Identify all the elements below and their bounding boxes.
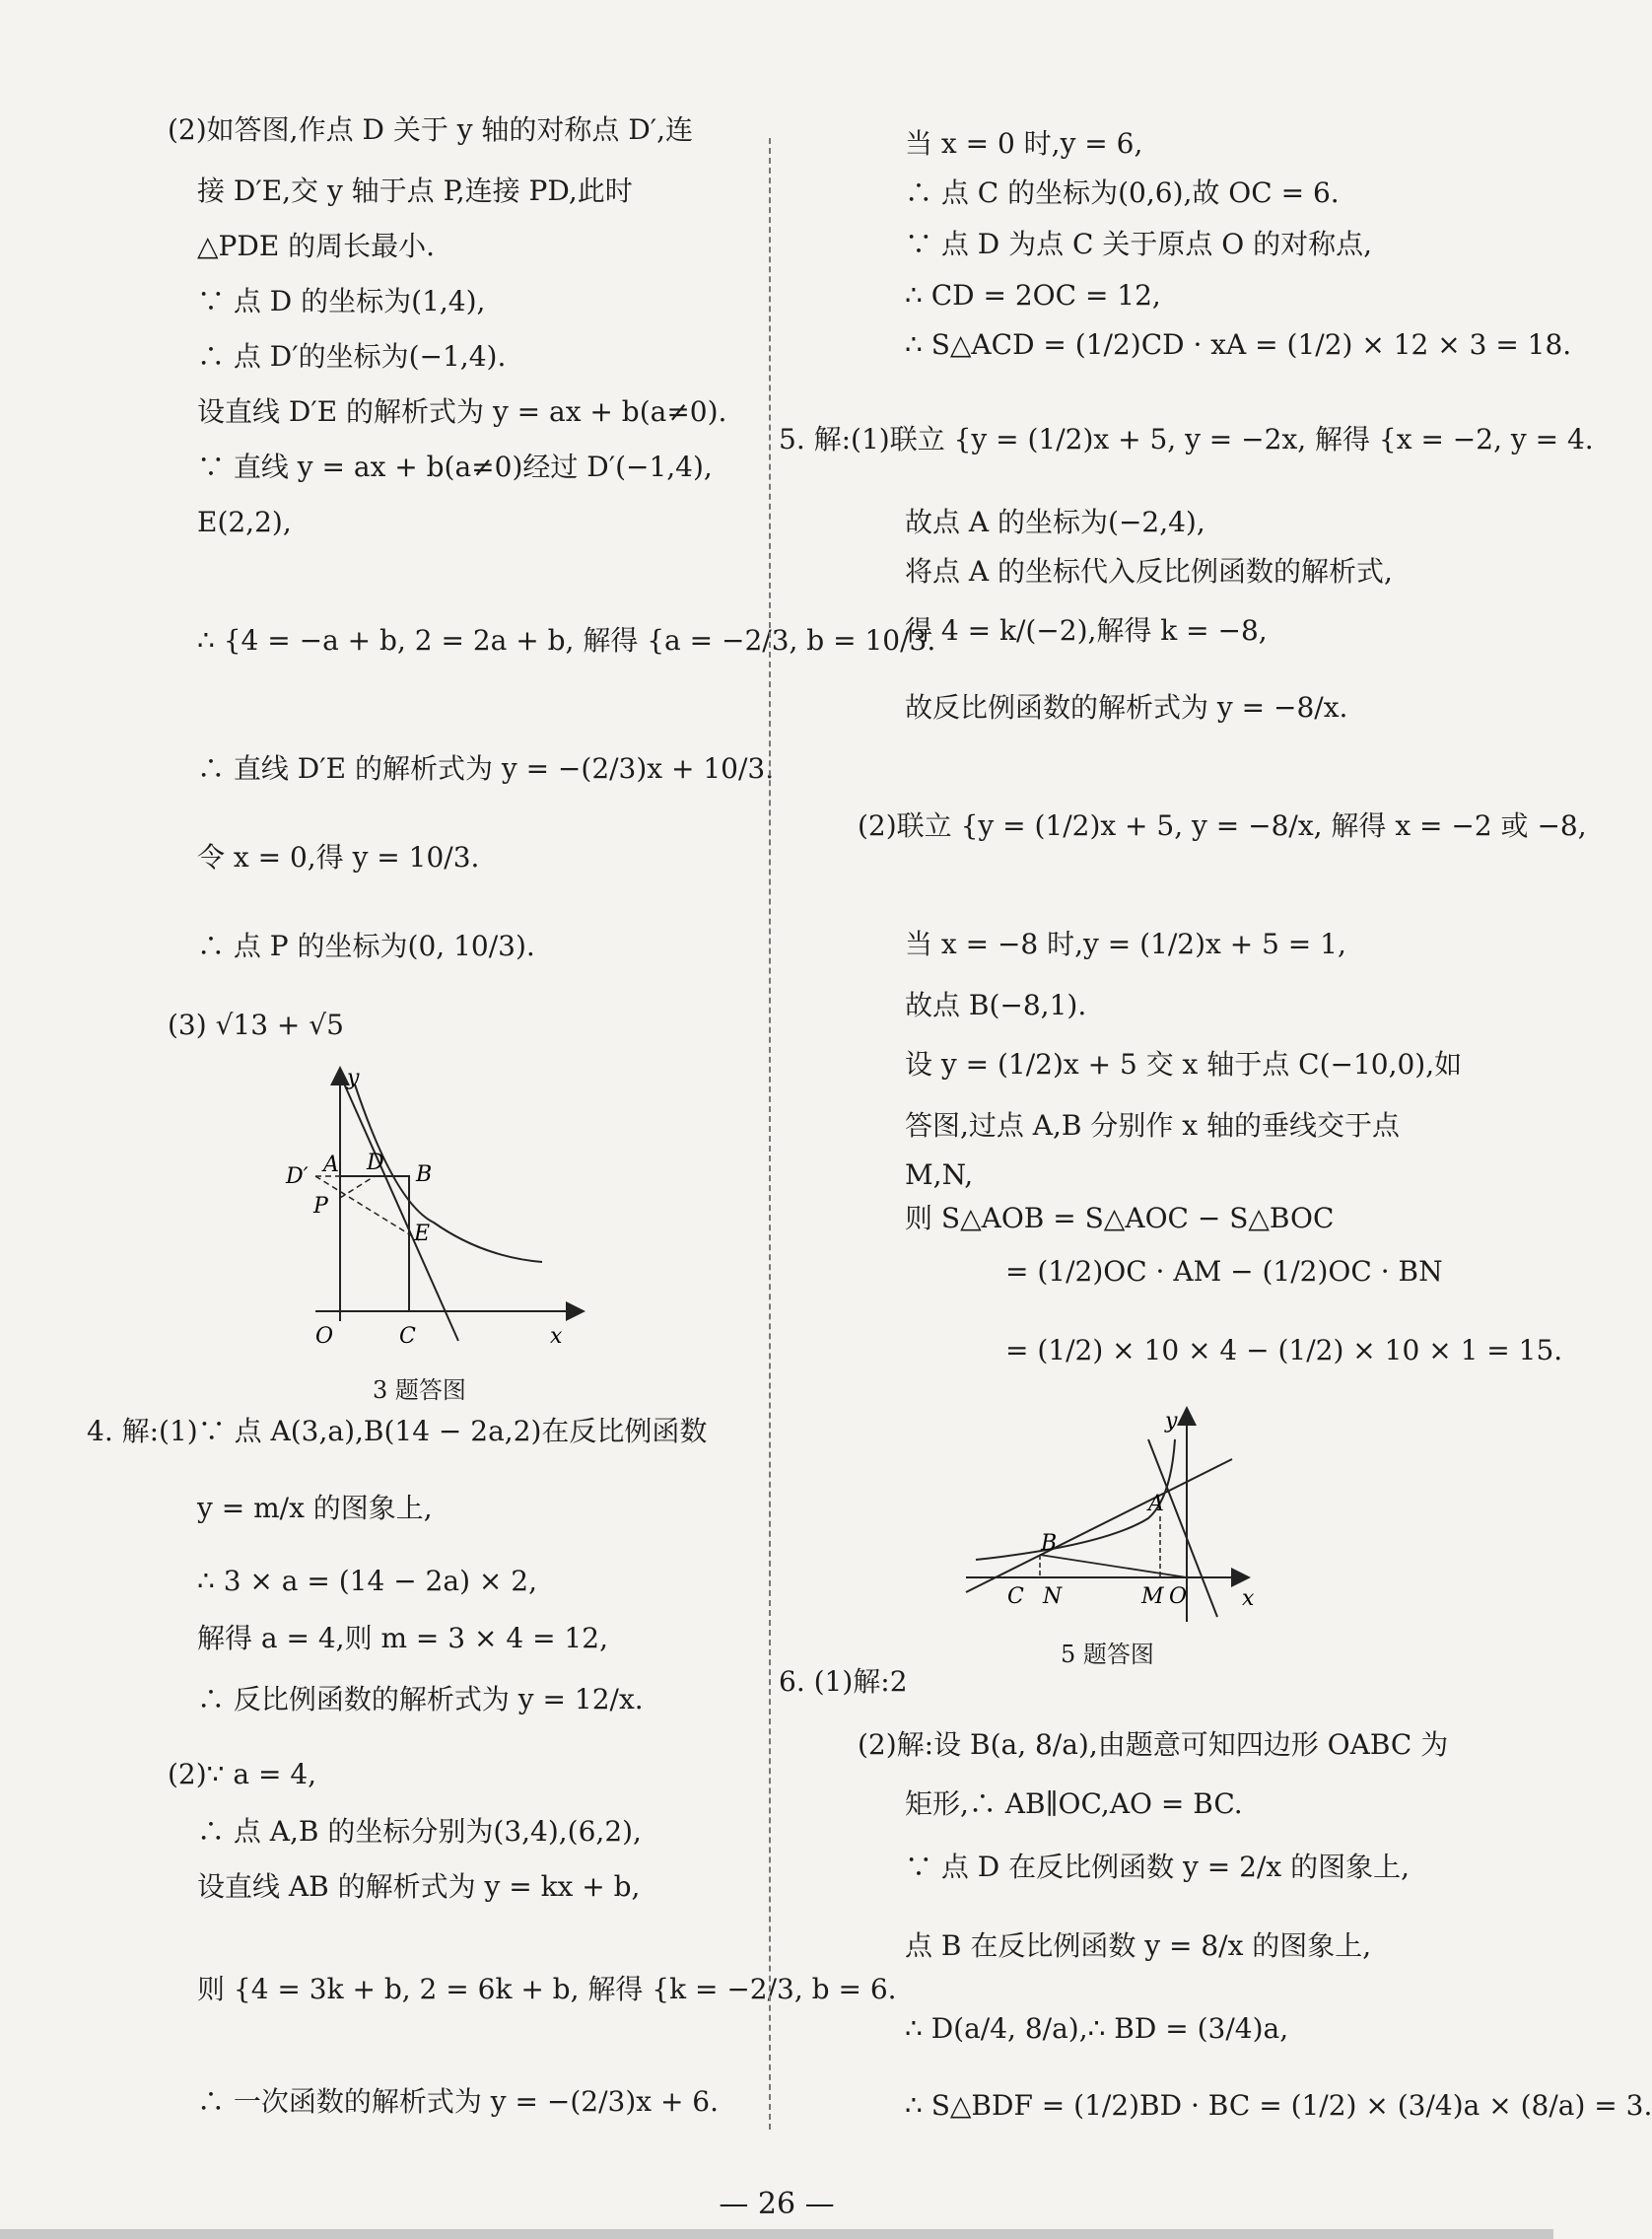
right-column-line: ∴ D(a/4, 8/a),∴ BD = (3/4)a, (905, 2012, 1289, 2045)
fig5-label-A: A (1148, 1492, 1164, 1516)
left-column-line: 则 {4 = 3k + b, 2 = 6k + b, 解得 {k = −2/3, b = 6. (197, 1973, 897, 2005)
right-column-line: = (1/2)OC · AM − (1/2)OC · BN (1005, 1255, 1443, 1288)
right-column-line: 则 S△AOB = S△AOC − S△BOC (905, 1202, 1335, 1234)
left-column-line: (3) √13 + √5 (168, 1009, 344, 1041)
fig5-label-C: C (1007, 1584, 1024, 1609)
right-column-line: ∵ 点 D 在反比例函数 y = 2/x 的图象上, (905, 1851, 1410, 1883)
right-column-line: 5. 解:(1)联立 {y = (1/2)x + 5, y = −2x, 解得 {x = −2, y = 4. (779, 423, 1594, 455)
right-column-line: ∴ CD = 2OC = 12, (905, 279, 1161, 312)
left-column-line: ∴ 点 P 的坐标为(0, 10/3). (197, 930, 535, 962)
fig3-label-E: E (414, 1222, 431, 1246)
left-column-line: 令 x = 0,得 y = 10/3. (197, 841, 480, 874)
right-column-line: 故点 B(−8,1). (905, 989, 1087, 1021)
right-column-line: ∴ S△BDF = (1/2)BD · BC = (1/2) × (3/4)a × (8/a) = 3. (905, 2089, 1652, 2122)
right-column-line: = (1/2) × 10 × 4 − (1/2) × 10 × 1 = 15. (1005, 1334, 1563, 1366)
left-column-line: ∴ 反比例函数的解析式为 y = 12/x. (197, 1683, 644, 1715)
right-column-line: 故反比例函数的解析式为 y = −8/x. (905, 691, 1348, 724)
right-column-line: 点 B 在反比例函数 y = 8/x 的图象上, (905, 1929, 1372, 1962)
fig5-label-O: O (1169, 1584, 1188, 1609)
left-column-line: ∴ 点 A,B 的坐标分别为(3,4),(6,2), (197, 1815, 642, 1848)
fig3-rect (340, 1176, 409, 1311)
fig5-label-y: y (1165, 1409, 1178, 1434)
page-number: — 26 — (719, 2187, 835, 2221)
left-column-line: ∴ 直线 D′E 的解析式为 y = −(2/3)x + 10/3. (197, 752, 775, 785)
left-column-line: 设直线 AB 的解析式为 y = kx + b, (197, 1870, 641, 1903)
right-column-line: (2)联立 {y = (1/2)x + 5, y = −8/x, 解得 x = −2 或 −8, (858, 809, 1587, 842)
fig3-label-D: D (367, 1151, 384, 1175)
fig3-dashed-dpe (315, 1176, 419, 1240)
right-column-line: 得 4 = k/(−2),解得 k = −8, (905, 614, 1268, 647)
fig5-label-M: M (1141, 1584, 1164, 1609)
left-column-line: 解得 a = 4,则 m = 3 × 4 = 12, (197, 1622, 608, 1654)
fig3-label-P: P (313, 1194, 328, 1219)
left-column-line: ∴ 3 × a = (14 − 2a) × 2, (197, 1565, 537, 1597)
figure-3-graph (286, 1055, 601, 1351)
right-column-line: 将点 A 的坐标代入反比例函数的解析式, (905, 555, 1393, 588)
left-column-line: 4. 解:(1)∵ 点 A(3,a),B(14 − 2a,2)在反比例函数 (87, 1415, 708, 1447)
left-column-line: y = m/x 的图象上, (197, 1492, 433, 1524)
fig5-hyperbola (976, 1439, 1175, 1560)
right-column-line: M,N, (905, 1158, 974, 1191)
left-column-line: ∴ 点 D′的坐标为(−1,4). (197, 340, 507, 373)
figure-3-caption: 3 题答图 (373, 1376, 466, 1404)
right-column-line: ∵ 点 D 为点 C 关于原点 O 的对称点, (905, 228, 1373, 260)
left-column-line: (2)∵ a = 4, (168, 1758, 317, 1790)
fig3-label-A: A (323, 1153, 339, 1177)
fig5-label-x: x (1242, 1586, 1255, 1611)
bottom-band (0, 2229, 1553, 2239)
fig5-line-1 (966, 1459, 1232, 1592)
fig5-label-N: N (1043, 1584, 1063, 1609)
fig3-line (340, 1075, 458, 1341)
fig5-line-ob (1040, 1555, 1187, 1577)
left-column-line: ∴ {4 = −a + b, 2 = 2a + b, 解得 {a = −2/3, b = 10/3. (197, 624, 936, 657)
right-column-line: 答图,过点 A,B 分别作 x 轴的垂线交于点 (905, 1109, 1400, 1142)
left-column-line: (2)如答图,作点 D 关于 y 轴的对称点 D′,连 (168, 113, 694, 146)
right-column-line: 矩形,∴ AB∥OC,AO = BC. (905, 1787, 1243, 1820)
left-column-line: 设直线 D′E 的解析式为 y = ax + b(a≠0). (197, 395, 727, 428)
right-column-line: 故点 A 的坐标为(−2,4), (905, 506, 1205, 538)
right-column-line: 6. (1)解:2 (779, 1665, 908, 1698)
left-column-line: 接 D′E,交 y 轴于点 P,连接 PD,此时 (197, 175, 633, 207)
left-column-line: E(2,2), (197, 506, 292, 538)
right-column-line: 设 y = (1/2)x + 5 交 x 轴于点 C(−10,0),如 (905, 1048, 1463, 1081)
fig3-label-Dp: D′ (286, 1164, 309, 1189)
left-column-line: △PDE 的周长最小. (197, 230, 436, 262)
figure-5-graph (946, 1400, 1281, 1627)
fig3-label-C: C (399, 1324, 416, 1349)
fig5-label-B: B (1041, 1531, 1058, 1556)
left-column-line: ∵ 点 D 的坐标为(1,4), (197, 285, 486, 317)
right-column-line: 当 x = −8 时,y = (1/2)x + 5 = 1, (905, 928, 1346, 960)
fig3-label-O: O (315, 1324, 334, 1349)
right-column-line: 当 x = 0 时,y = 6, (905, 127, 1143, 160)
figure-5-caption: 5 题答图 (1061, 1641, 1154, 1668)
left-column-line: ∴ 一次函数的解析式为 y = −(2/3)x + 6. (197, 2085, 720, 2118)
right-column-line: ∴ 点 C 的坐标为(0,6),故 OC = 6. (905, 176, 1340, 209)
right-column-line: ∴ S△ACD = (1/2)CD · xA = (1/2) × 12 × 3 = 18. (905, 328, 1572, 361)
fig3-label-y: y (347, 1066, 360, 1090)
column-divider (769, 138, 771, 2130)
right-column-line: (2)解:设 B(a, 8/a),由题意可知四边形 OABC 为 (858, 1728, 1449, 1761)
fig3-label-B: B (416, 1162, 433, 1187)
left-column-line: ∵ 直线 y = ax + b(a≠0)经过 D′(−1,4), (197, 451, 713, 483)
fig3-label-x: x (550, 1324, 563, 1349)
